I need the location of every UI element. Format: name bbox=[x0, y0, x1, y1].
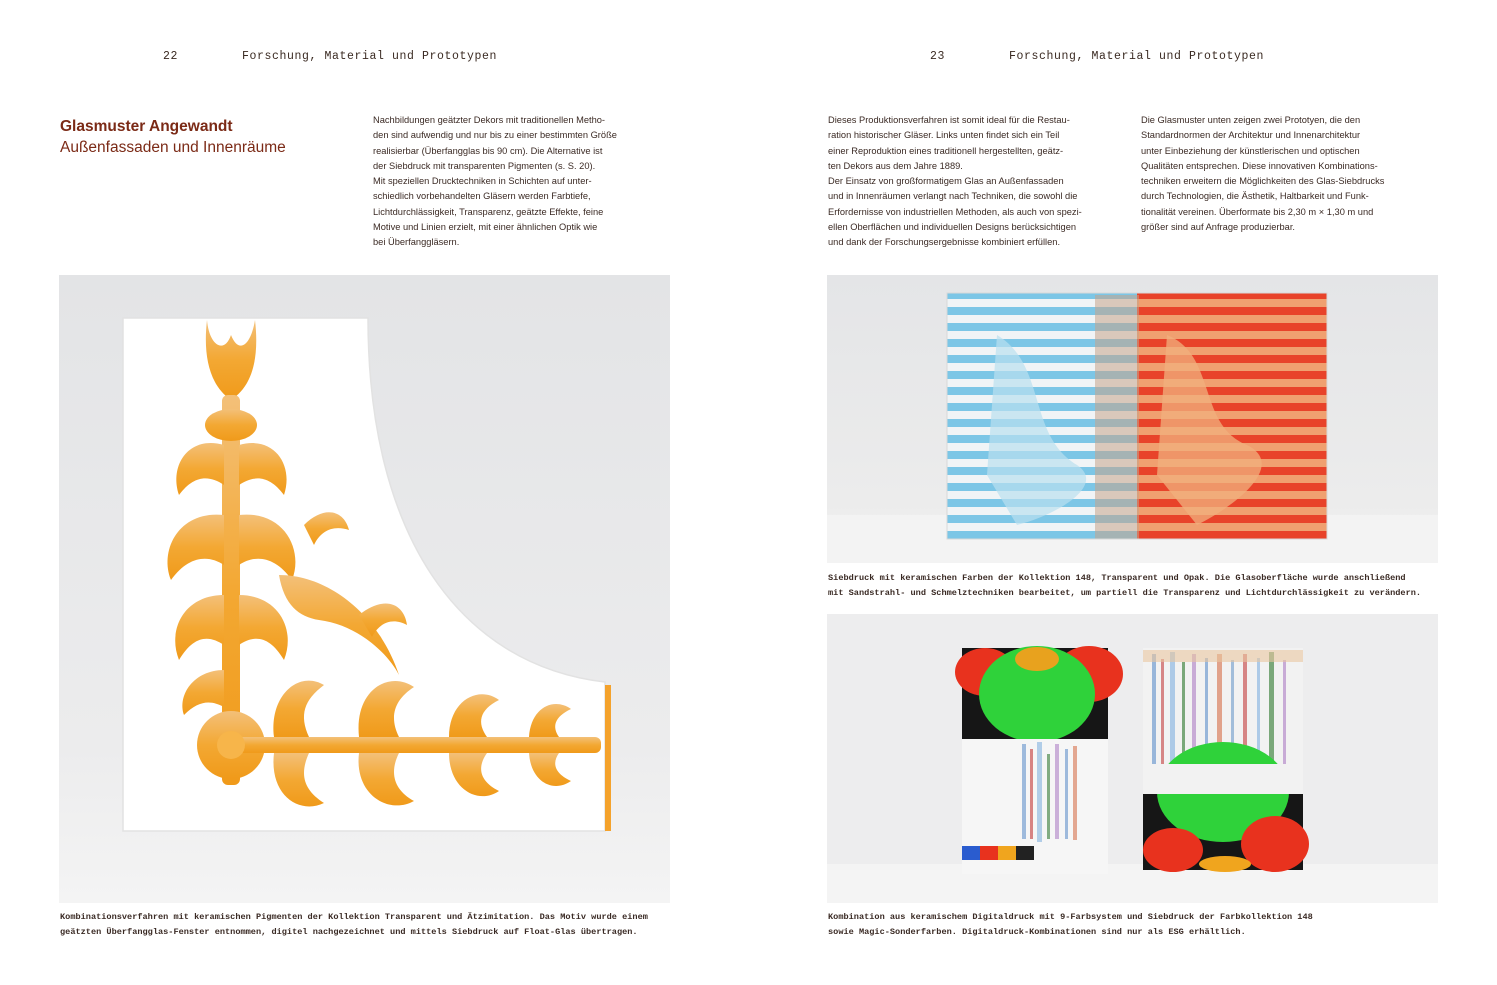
text-line: und dank der Forschungsergebnisse kombiniert erfüllen. bbox=[828, 237, 1061, 248]
text-line: und in Innenräumen verlangt nach Techniken, die sowohl die bbox=[828, 191, 1078, 202]
page-number-left: 22 bbox=[163, 50, 179, 63]
text-line: Motive und Linien erzielt, mit einer ähnlichen Optik wie bbox=[373, 222, 598, 233]
caption-top-right bbox=[828, 571, 1448, 601]
article-title bbox=[60, 116, 286, 158]
text-line: einer Reproduktion eines traditionell hergestellten, geätz- bbox=[828, 145, 1064, 156]
subheading: Außenfassaden und Innenräume bbox=[60, 139, 286, 156]
text-line: Nachbildungen geätzter Dekors mit traditionellen Metho- bbox=[373, 115, 606, 125]
text-line: unter Einbeziehung der künstlerischen und optischen bbox=[1141, 145, 1360, 156]
text-line: Lichtdurchlässigkeit, Transparenz, geätzte Effekte, feine bbox=[373, 206, 604, 217]
text-line: Mit speziellen Drucktechniken in Schichten auf unter- bbox=[373, 176, 592, 187]
text-line: den sind aufwendig und nur bis zu einer bestimmten Größe bbox=[373, 130, 617, 141]
text-column-2 bbox=[1141, 113, 1441, 235]
ornament-glass-photo bbox=[59, 275, 670, 903]
text-line: bei Überfanggläsern. bbox=[373, 237, 460, 248]
text-line: Erfordernisse von industriellen Methoden, als auch von spezi- bbox=[828, 206, 1082, 217]
text-line: ten Dekors aus dem Jahre 1889. bbox=[828, 160, 963, 171]
text-line: realisierbar (Überfangglas bis 90 cm). Die Alternative ist bbox=[373, 145, 603, 156]
text-line: Die Glasmuster unten zeigen zwei Prototyen, die den bbox=[1141, 115, 1361, 125]
text-line: durch Technologien, die Ästhetik, Haltbarkeit und Funk- bbox=[1141, 191, 1369, 202]
caption-bottom-right bbox=[828, 910, 1448, 940]
text-line: ellen Oberflächen und individuellen Designs berücksichtigen bbox=[828, 222, 1077, 233]
text-line: Qualitäten entsprechen. Diese innovativen Kombinations- bbox=[1141, 160, 1378, 171]
digital-print-glass-photo bbox=[827, 614, 1438, 903]
caption-line: Siebdruck mit keramischen Farben der Kollektion 148, Transparent und Opak. Die Glasoberfläche wurde anschließend bbox=[828, 573, 1406, 583]
caption-line: sowie Magic-Sonderfarben. Digitaldruck-Kombinationen sind nur als ESG erhältlich. bbox=[828, 927, 1246, 937]
text-line: Dieses Produktionsverfahren ist somit ideal für die Restau- bbox=[828, 115, 1070, 125]
text-line: Der Einsatz von großformatigem Glas an Außenfassaden bbox=[828, 176, 1064, 187]
text-line: ration historischer Gläser. Links unten findet sich ein Teil bbox=[828, 130, 1060, 141]
caption-left bbox=[60, 910, 680, 940]
text-line: Standardnormen der Architektur und Innenarchitektur bbox=[1141, 130, 1361, 141]
text-line: techniken erweitern die Möglichkeiten des Glas-Siebdrucks bbox=[1141, 176, 1385, 187]
heading: Glasmuster Angewandt bbox=[60, 118, 233, 135]
caption-line: geätzten Überfangglas-Fenster entnommen, digitel nachgezeichnet und mittels Siebdruck auf Float-Glas übertragen. bbox=[60, 927, 638, 937]
text-line: größer sind auf Anfrage produzierbar. bbox=[1141, 222, 1296, 233]
text-line: tionalität vereinen. Überformate bis 2,30 m × 1,30 m und bbox=[1141, 206, 1374, 217]
caption-line: mit Sandstrahl- und Schmelztechniken bearbeitet, um partiell die Transparenz und Lichtdurchlässigkeit zu verändern. bbox=[828, 588, 1422, 598]
striped-glass-photo bbox=[827, 275, 1438, 563]
running-head-right: Forschung, Material und Prototypen bbox=[1009, 50, 1265, 63]
running-head-left: Forschung, Material und Prototypen bbox=[242, 50, 498, 63]
intro-paragraph bbox=[373, 113, 673, 251]
text-line: schiedlich vorbehandelten Gläsern werden Farbtiefe, bbox=[373, 191, 591, 202]
text-column-1 bbox=[828, 113, 1133, 251]
text-line: der Siebdruck mit transparenten Pigmenten (s. S. 20). bbox=[373, 160, 596, 171]
caption-line: Kombination aus keramischem Digitaldruck mit 9-Farbsystem und Siebdruck der Farbkollektion 148 bbox=[828, 912, 1313, 922]
caption-line: Kombinationsverfahren mit keramischen Pigmenten der Kollektion Transparent und Ätzimitation. Das Motiv wurde einem bbox=[60, 912, 648, 922]
page-number-right: 23 bbox=[930, 50, 946, 63]
